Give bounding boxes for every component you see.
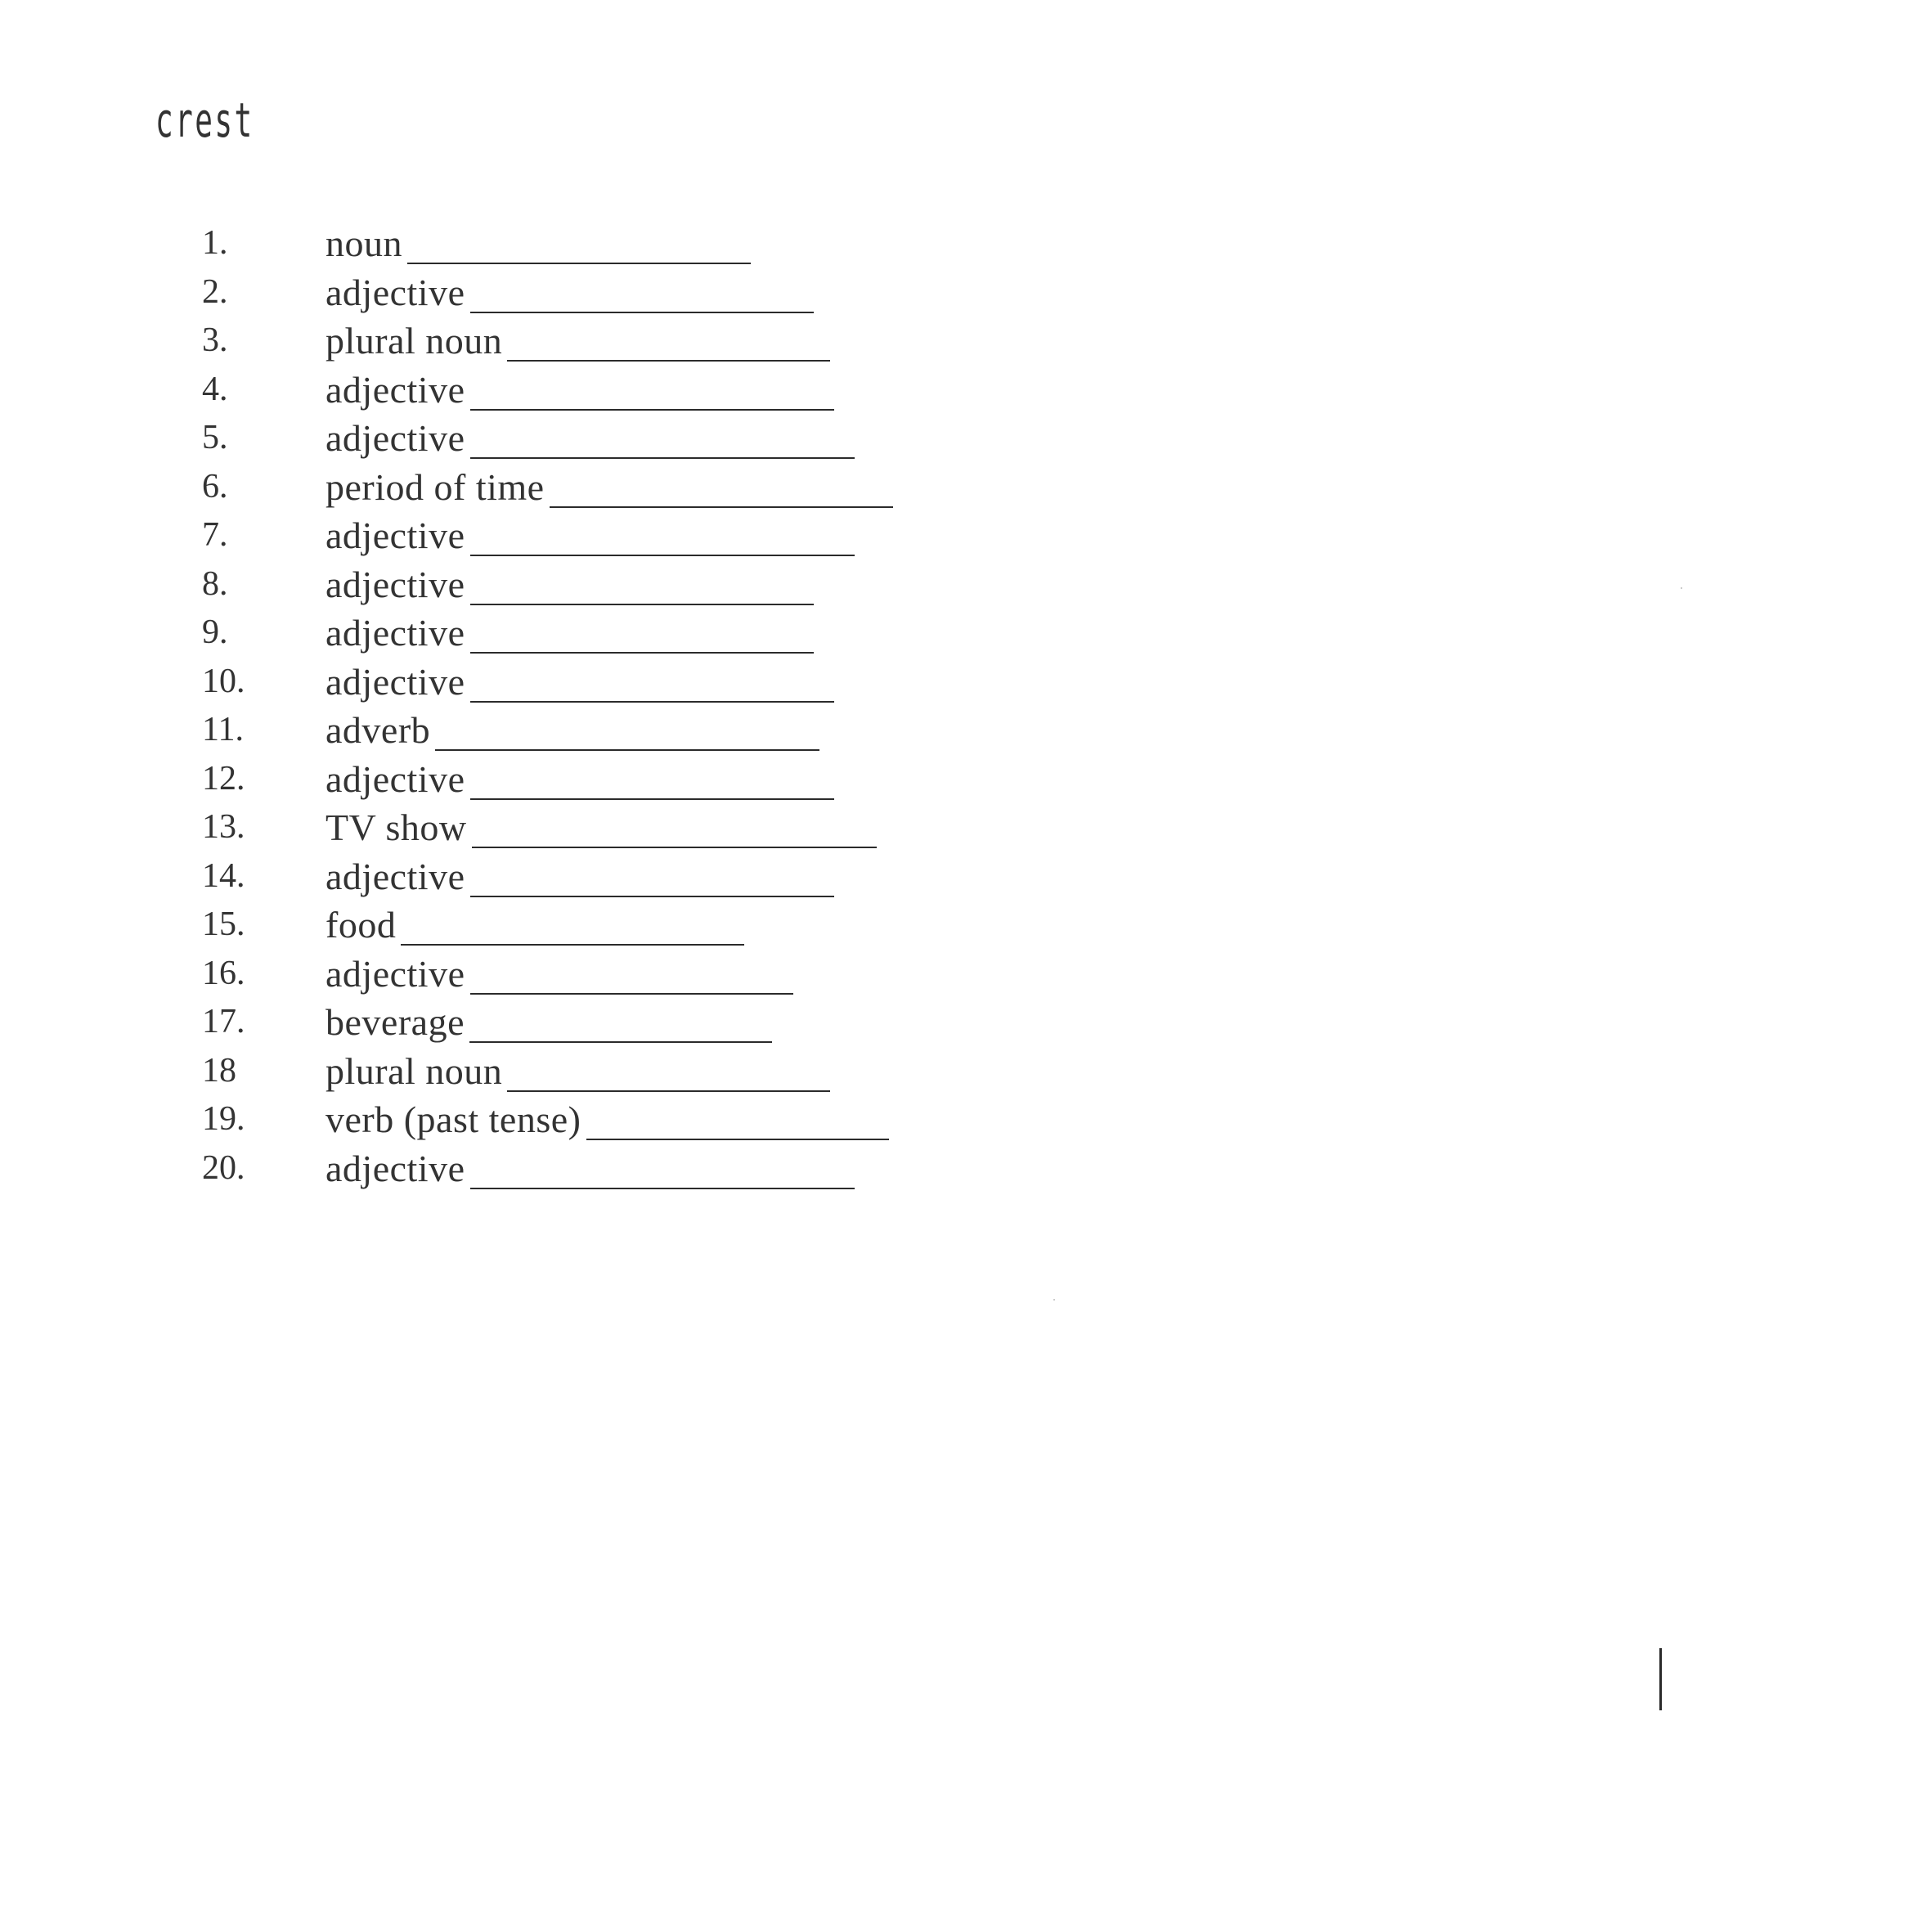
item-number: 5. bbox=[202, 419, 228, 456]
list-item bbox=[0, 366, 1145, 415]
item-number: 2. bbox=[202, 272, 228, 311]
item-label: TV show bbox=[325, 806, 467, 848]
answer-blank[interactable] bbox=[470, 555, 855, 556]
item-number: 14. bbox=[202, 856, 245, 895]
item-number: 8. bbox=[202, 564, 228, 603]
list-item bbox=[0, 706, 1145, 755]
list-item bbox=[0, 901, 1145, 950]
item-label: adjective bbox=[325, 271, 465, 313]
answer-blank[interactable] bbox=[470, 701, 834, 703]
answer-blank[interactable] bbox=[470, 312, 814, 313]
list-item bbox=[0, 1095, 1145, 1144]
item-label: adverb bbox=[325, 709, 431, 751]
answer-blank[interactable] bbox=[401, 944, 744, 946]
answer-blank[interactable] bbox=[469, 1041, 772, 1043]
answer-blank[interactable] bbox=[550, 506, 893, 508]
item-number: 3. bbox=[202, 321, 228, 359]
header-word: crest bbox=[155, 92, 254, 148]
list-item bbox=[0, 219, 1145, 268]
answer-blank[interactable] bbox=[470, 652, 814, 654]
answer-blank[interactable] bbox=[407, 263, 751, 264]
item-number: 10. bbox=[202, 662, 245, 700]
list-item bbox=[0, 414, 1145, 463]
item-label: plural noun bbox=[325, 320, 503, 362]
item-number: 1. bbox=[202, 224, 228, 262]
item-number: 15. bbox=[202, 905, 245, 943]
item-number: 18 bbox=[202, 1051, 236, 1090]
item-label: adjective bbox=[325, 660, 465, 703]
page-mark bbox=[1659, 1648, 1662, 1710]
item-label: adjective bbox=[325, 563, 465, 605]
answer-blank[interactable] bbox=[470, 457, 855, 459]
answer-blank[interactable] bbox=[435, 749, 819, 751]
answer-blank[interactable] bbox=[470, 604, 814, 605]
item-number: 19. bbox=[202, 1100, 245, 1138]
item-label: verb (past tense) bbox=[325, 1099, 581, 1140]
answer-blank[interactable] bbox=[507, 1090, 830, 1092]
answer-blank[interactable] bbox=[470, 896, 834, 897]
item-number: 9. bbox=[202, 613, 228, 651]
item-number: 4. bbox=[202, 370, 228, 408]
item-number: 11. bbox=[202, 711, 244, 748]
list-item bbox=[0, 803, 1145, 852]
item-label: adjective bbox=[325, 952, 465, 995]
scan-speck bbox=[1681, 587, 1682, 589]
item-label: adjective bbox=[325, 757, 465, 800]
item-number: 6. bbox=[202, 467, 228, 505]
word-prompt-list bbox=[0, 219, 1145, 1193]
list-item bbox=[0, 609, 1145, 658]
list-item bbox=[0, 511, 1145, 560]
item-label: period of time bbox=[325, 465, 545, 508]
item-number: 12. bbox=[202, 759, 245, 798]
item-label: adjective bbox=[325, 855, 465, 897]
item-label: adjective bbox=[325, 1147, 465, 1189]
item-number: 16. bbox=[202, 954, 245, 992]
item-label: adjective bbox=[325, 514, 465, 556]
answer-blank[interactable] bbox=[470, 409, 834, 411]
item-number: 20. bbox=[202, 1148, 245, 1187]
answer-blank[interactable] bbox=[470, 798, 834, 800]
list-item bbox=[0, 1144, 1145, 1193]
item-number: 7. bbox=[202, 516, 228, 554]
list-item bbox=[0, 658, 1145, 707]
list-item bbox=[0, 755, 1145, 804]
list-item bbox=[0, 1047, 1145, 1096]
list-item bbox=[0, 560, 1145, 609]
item-label: adjective bbox=[325, 368, 465, 411]
list-item bbox=[0, 268, 1145, 317]
list-item bbox=[0, 950, 1145, 999]
answer-blank[interactable] bbox=[586, 1139, 889, 1140]
item-number: 17. bbox=[202, 1003, 245, 1040]
item-label: beverage bbox=[325, 1001, 465, 1043]
item-label: plural noun bbox=[325, 1049, 503, 1092]
item-label: adjective bbox=[325, 417, 465, 459]
answer-blank[interactable] bbox=[470, 993, 793, 995]
answer-blank[interactable] bbox=[470, 1188, 855, 1189]
item-label: adjective bbox=[325, 612, 465, 654]
item-label: noun bbox=[325, 222, 402, 264]
item-number: 13. bbox=[202, 808, 245, 846]
item-label: food bbox=[325, 904, 397, 946]
answer-blank[interactable] bbox=[507, 360, 830, 362]
list-item bbox=[0, 463, 1145, 512]
answer-blank[interactable] bbox=[472, 847, 877, 848]
list-item bbox=[0, 317, 1145, 366]
list-item bbox=[0, 998, 1145, 1047]
list-item bbox=[0, 852, 1145, 901]
scan-speck bbox=[1053, 1299, 1055, 1301]
